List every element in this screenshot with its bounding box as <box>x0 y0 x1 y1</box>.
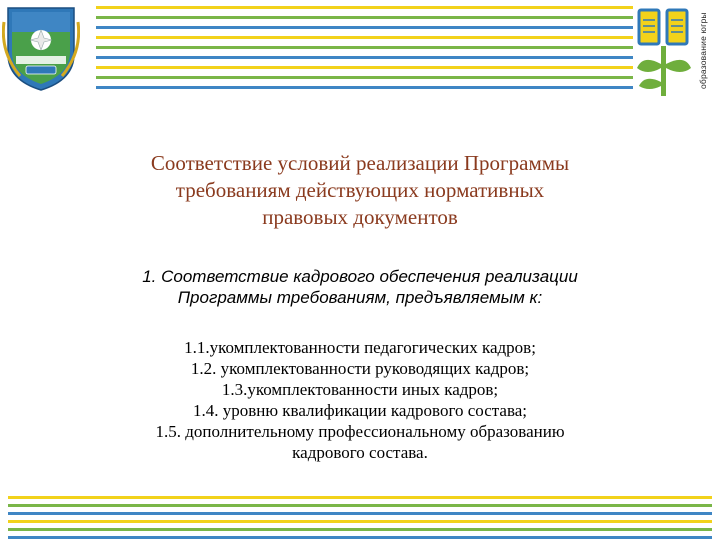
page-title <box>60 150 660 231</box>
title-line: требованиям действующих нормативных <box>175 178 545 202</box>
stripe-yellow <box>96 36 636 39</box>
stripe-blue <box>96 86 636 89</box>
section-heading-line: Программы требованиям, предъявляемым к: <box>177 288 543 307</box>
list-item: 1.2. укомплектованности руководящих кадров; <box>190 359 530 378</box>
stripe-blue <box>96 26 636 29</box>
stripe-yellow <box>96 66 636 69</box>
stripe-yellow <box>8 496 712 499</box>
stripe-blue <box>8 512 712 515</box>
list-item: 1.5. дополнительному профессиональному образованию <box>155 422 565 441</box>
title-line: правовых документов <box>262 205 458 229</box>
bottom-stripes <box>0 496 720 540</box>
stripe-yellow <box>96 6 636 9</box>
stripe-blue <box>8 536 712 539</box>
list-item: кадрового состава. <box>292 443 428 462</box>
list-item: 1.1.укомплектованности педагогических кадров; <box>184 338 536 357</box>
stripe-green <box>96 76 636 79</box>
stripe-green <box>96 46 636 49</box>
stripe-green <box>96 16 636 19</box>
section-heading-line: 1. Соответствие кадрового обеспечения реализации <box>142 267 578 286</box>
requirements-list <box>60 337 660 463</box>
stripe-blue <box>96 56 636 59</box>
stripe-green <box>8 504 712 507</box>
top-stripes <box>0 0 720 100</box>
edu-logo-caption: образование югры <box>698 12 708 90</box>
title-line: Соответствие условий реализации Программы <box>150 151 570 175</box>
coat-of-arms-icon <box>2 2 80 92</box>
section-heading <box>40 266 680 308</box>
list-item: 1.4. уровню квалификации кадрового состава; <box>192 401 528 420</box>
stripe-yellow <box>8 520 712 523</box>
stripe-green <box>8 528 712 531</box>
list-item: 1.3.укомплектованности иных кадров; <box>221 380 499 399</box>
